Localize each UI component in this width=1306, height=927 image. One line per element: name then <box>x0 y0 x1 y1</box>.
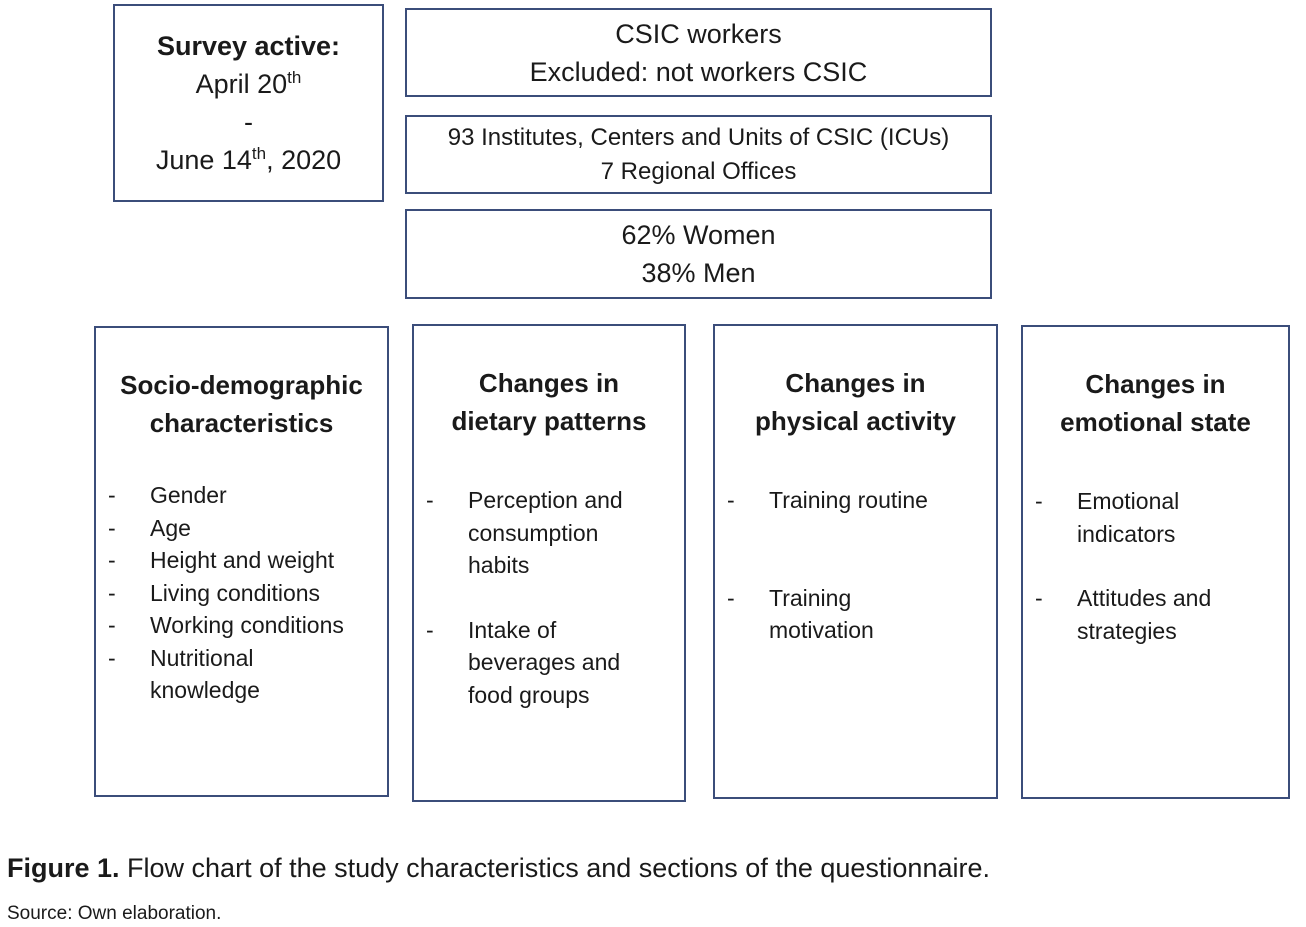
list-item: - Emotional indicators <box>1035 488 1180 547</box>
list-item: - Training motivation <box>727 584 874 643</box>
institutes-line-2: 7 Regional Offices <box>600 157 797 185</box>
section-item-list <box>715 484 996 647</box>
survey-end-date: June 14th, 2020 <box>155 144 342 175</box>
list-item: - Perception and consumption habits <box>426 487 623 578</box>
survey-start-date: April 20th <box>195 68 302 99</box>
list-item: - Age <box>108 514 191 541</box>
survey-heading: Survey active: <box>156 31 341 61</box>
section-item-list <box>96 479 387 707</box>
caption-text: Flow chart of the study characteristics and sections of the questionnaire. <box>119 853 990 883</box>
gender-box <box>405 209 992 299</box>
institutes-line-1: 93 Institutes, Centers and Units of CSIC (ICUs) <box>447 123 950 151</box>
list-item: - Intake of beverages and food groups <box>426 616 621 708</box>
section-physical-activity <box>713 324 998 799</box>
list-item: - Gender <box>108 482 227 508</box>
section-sociodemographic <box>94 326 389 797</box>
institutes-box <box>405 115 992 194</box>
gender-line-2: 38% Men <box>641 258 756 288</box>
list-item: - Height and weight <box>108 547 335 573</box>
gender-line-1: 62% Women <box>621 220 776 250</box>
survey-period-box <box>113 4 384 202</box>
figure-caption <box>7 850 990 886</box>
section-item-list <box>414 484 684 711</box>
section-dietary-patterns <box>412 324 686 802</box>
survey-separator: - <box>244 107 253 137</box>
source-note: Source: Own elaboration. <box>7 903 222 924</box>
section-item-list <box>1023 485 1288 647</box>
list-item: - Nutritional knowledge <box>108 644 260 703</box>
population-box <box>405 8 992 97</box>
section-title: Changes in physical activity <box>755 368 956 436</box>
population-line-1: CSIC workers <box>615 18 782 49</box>
section-title: Socio-demographic characteristics <box>120 370 363 438</box>
list-item: - Working conditions <box>108 612 344 638</box>
list-item: - Attitudes and strategies <box>1035 585 1212 644</box>
section-title: Changes in dietary patterns <box>451 368 647 436</box>
list-item: - Training routine <box>727 487 928 513</box>
list-item: - Living conditions <box>108 579 321 606</box>
caption-label: Figure 1. <box>7 853 120 883</box>
section-title: Changes in emotional state <box>1060 369 1251 437</box>
population-line-2: Excluded: not workers CSIC <box>529 56 868 87</box>
section-emotional-state <box>1021 325 1290 799</box>
